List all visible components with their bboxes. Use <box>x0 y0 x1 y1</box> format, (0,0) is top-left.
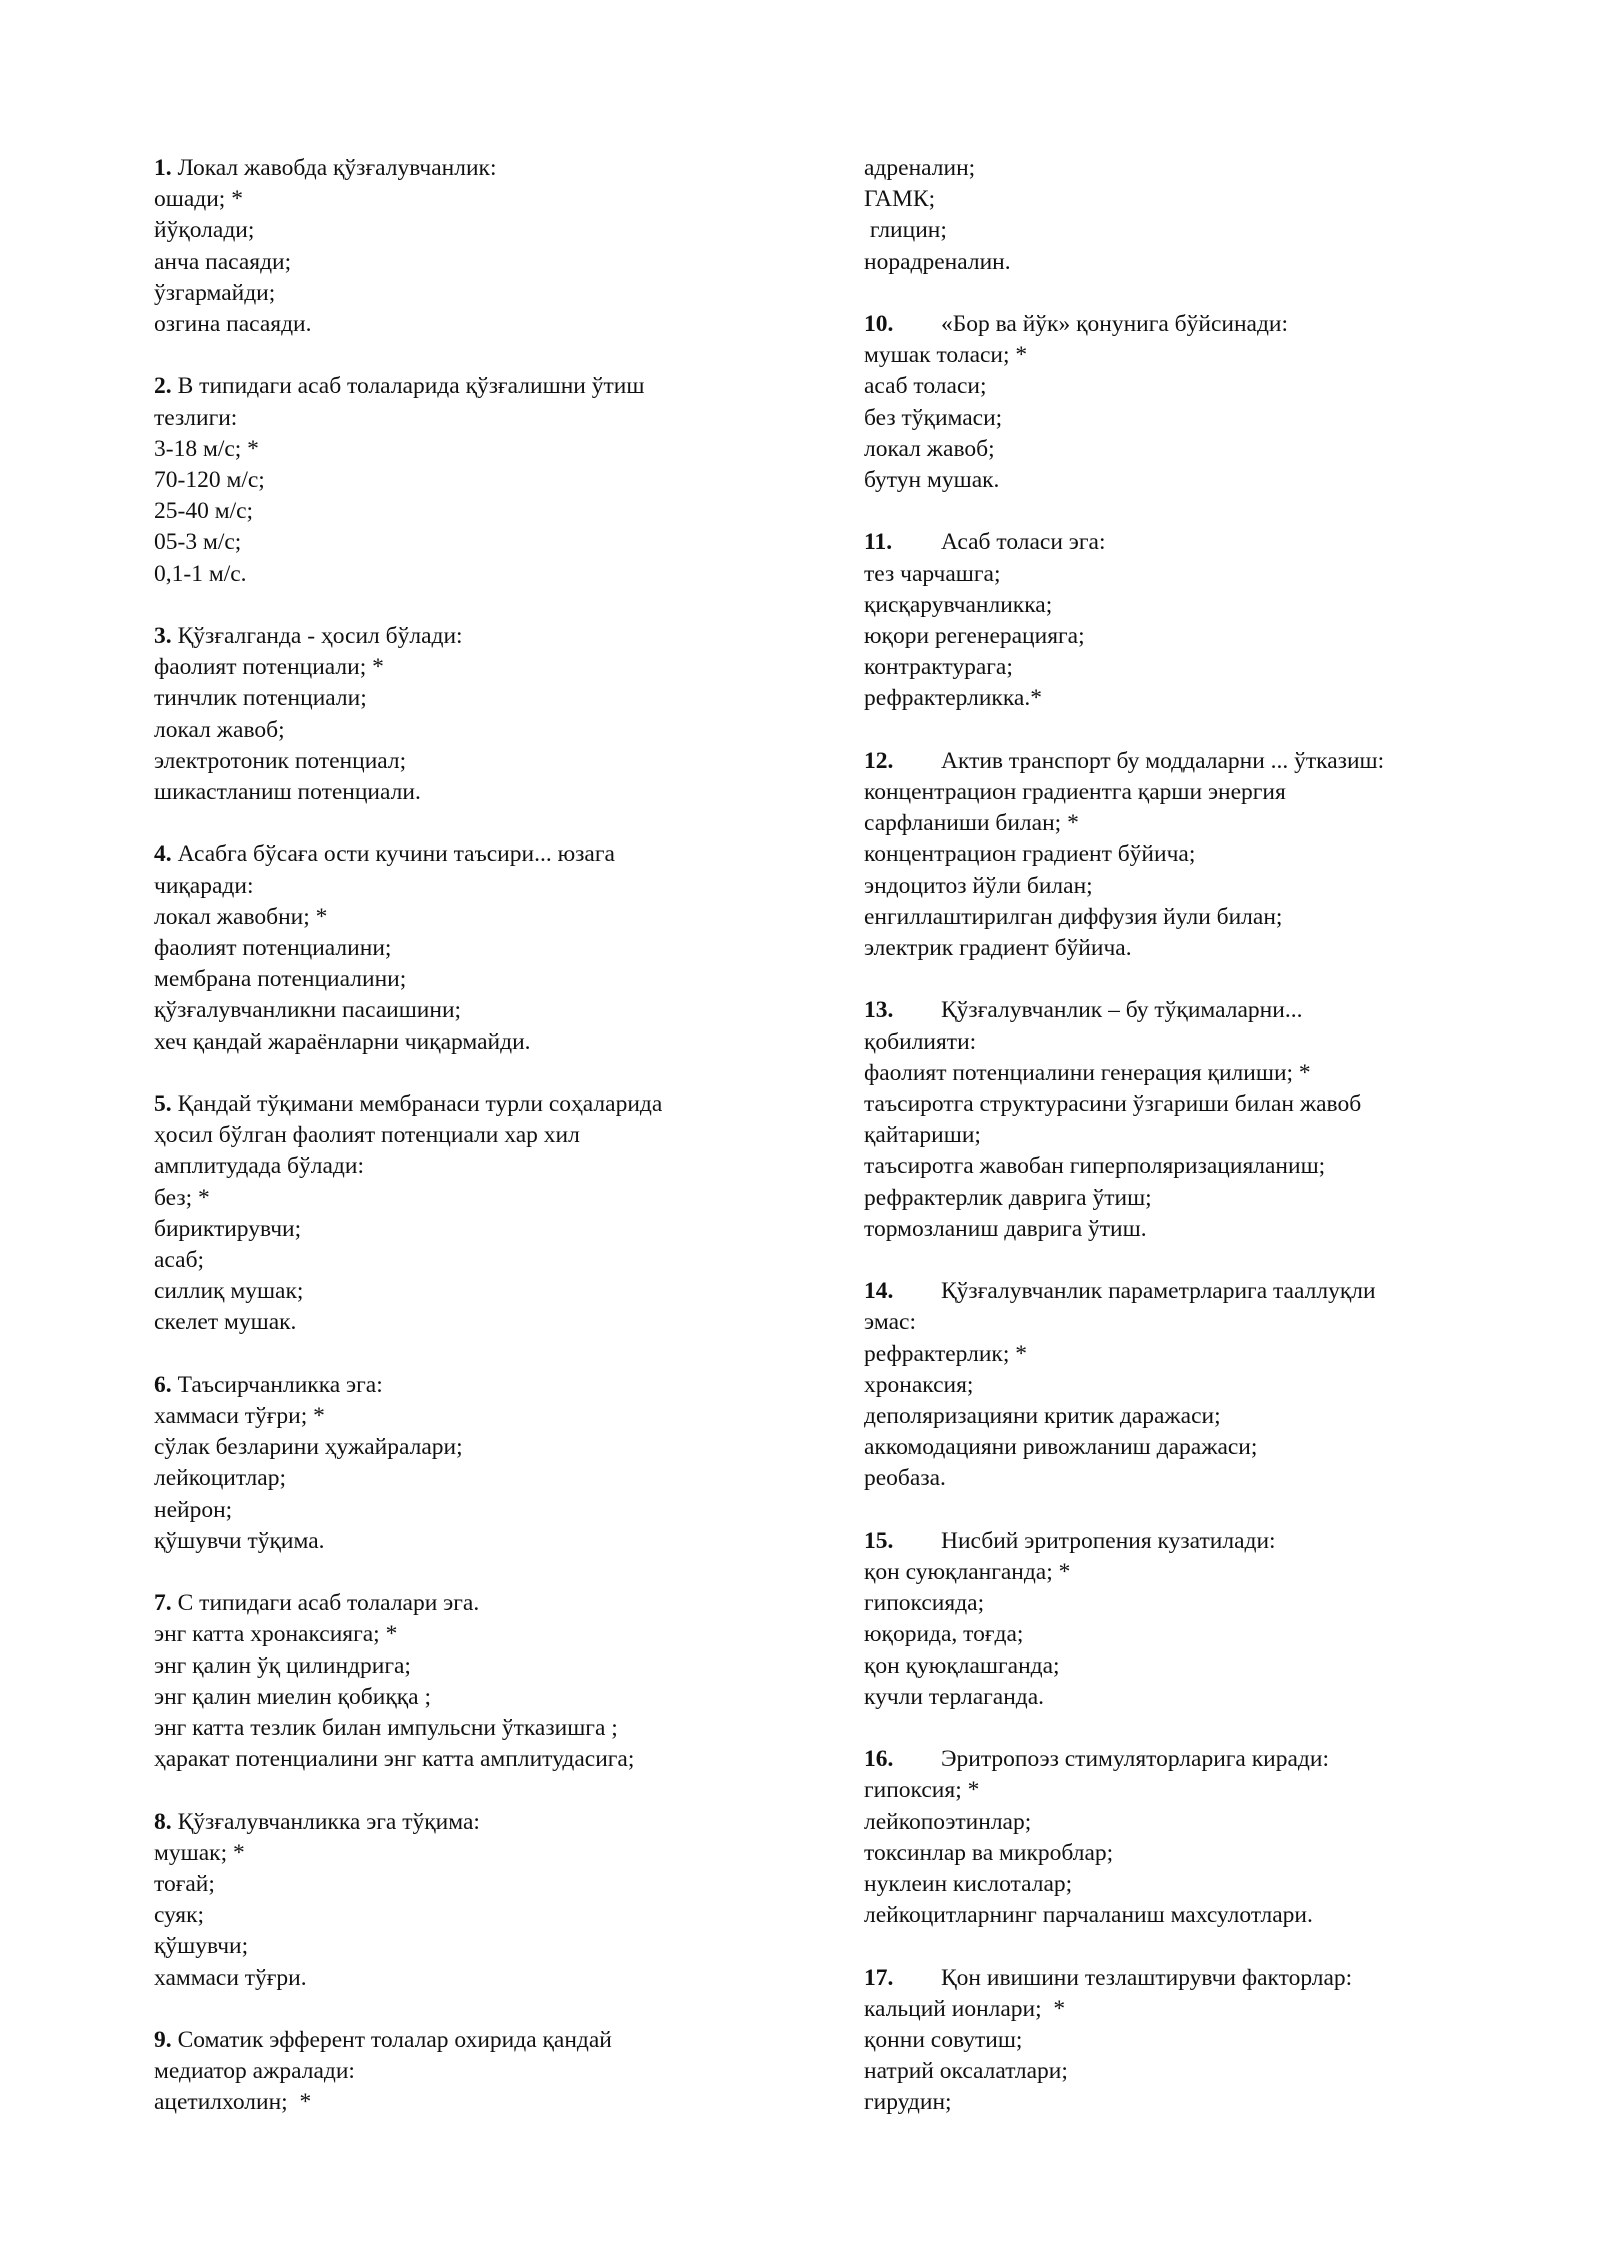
question-block <box>154 1807 794 1994</box>
answer-option: таъсиротга структурасини ўзгариши билан жавоб <box>864 1091 1362 1118</box>
question-text-line <box>864 309 1504 340</box>
answer-option: рефрактерлик даврига ўтиш; <box>864 1184 1152 1211</box>
answer-option: аккомодацияни ривожланиш даражаси; <box>864 1434 1258 1461</box>
answer-option: хаммаси тўғри; * <box>154 1403 325 1430</box>
answer-option: ўзгармайди; <box>154 279 276 306</box>
answer-option: ацетилхолин; * <box>154 2089 312 2116</box>
answer-option: энг катта хронаксияга; * <box>154 1621 398 1648</box>
question-text: чиқаради: <box>154 872 254 899</box>
question-text-line <box>154 1151 794 1182</box>
answer-option: асаб толаси; <box>864 373 987 400</box>
question-text-line <box>154 1120 794 1151</box>
question-text: Асаб толаси эга: <box>941 529 1106 556</box>
answer-option: мушак; * <box>154 1839 245 1866</box>
question-block <box>154 1588 794 1775</box>
question-block <box>154 1089 794 1339</box>
question-text: Нисбий эритропения кузатилади: <box>941 1527 1276 1554</box>
answer-option: суяк; <box>154 1902 205 1929</box>
answer-option: ҳаракат потенциалини энг катта амплитудасига; <box>154 1746 635 1773</box>
question-text-line <box>154 2025 794 2056</box>
question-number: 9. <box>154 2027 172 2054</box>
question-text: тезлиги: <box>154 404 238 431</box>
question-block <box>154 2025 794 2119</box>
answer-option: реобаза. <box>864 1465 946 1492</box>
question-text: медиатор ажралади: <box>154 2058 355 2085</box>
answer-option: юқори регенерацияга; <box>864 623 1085 650</box>
answer-option: асаб; <box>154 1247 205 1274</box>
answer-option: локал жавобни; * <box>154 903 328 930</box>
answer-option: ГАМК; <box>864 186 936 213</box>
answer-option: лейкоцитлар; <box>154 1465 286 1492</box>
question-block <box>154 153 794 340</box>
question-number: 3. <box>154 623 172 650</box>
question-text: Эритропоэз стимуляторларига киради: <box>941 1746 1329 1773</box>
answer-option: бутун мушак. <box>864 467 1000 494</box>
answer-option: енгиллаштирилган диффузия йули билан; <box>864 903 1283 930</box>
answer-option: сўлак безларини ҳужайралари; <box>154 1434 463 1461</box>
question-text: эмас: <box>864 1309 916 1336</box>
question-text-line <box>864 1526 1504 1557</box>
question-text-line <box>864 1963 1504 1994</box>
question-number: 4. <box>154 841 172 868</box>
answer-option: норадреналин. <box>864 248 1011 275</box>
answer-option: мушак толаси; * <box>864 342 1028 369</box>
answer-option: қон суюқланганда; * <box>864 1559 1071 1586</box>
question-block <box>864 309 1504 496</box>
answer-option: хронаксия; <box>864 1371 974 1398</box>
answer-option: қўшувчи; <box>154 1933 249 1960</box>
question-text: амплитудада бўлади: <box>154 1153 364 1180</box>
question-text-line <box>154 403 794 434</box>
answer-option: 3-18 м/с; * <box>154 435 259 462</box>
question-number: 11. <box>864 529 893 556</box>
question-text-line <box>864 527 1504 558</box>
question-text-line <box>154 871 794 902</box>
answer-option: 05-3 м/с; <box>154 529 242 556</box>
question-number: 10. <box>864 311 894 337</box>
answer-option: локал жавоб; <box>154 716 285 743</box>
question-text-line <box>154 621 794 652</box>
answer-option: мембрана потенциалини; <box>154 966 407 993</box>
answer-option: қайтариши; <box>864 1122 981 1149</box>
answer-option: силлиқ мушак; <box>154 1278 304 1305</box>
left-column <box>154 153 794 2150</box>
answer-option: эндоцитоз йўли билан; <box>864 872 1093 899</box>
question-text-line <box>154 2056 794 2087</box>
question-number: 15. <box>864 1527 894 1554</box>
answer-option: озгина пасаяди. <box>154 311 312 338</box>
question-text: қобилияти: <box>864 1028 977 1055</box>
answer-option: ошади; * <box>154 186 243 213</box>
answer-option: нуклеин кислоталар; <box>864 1871 1073 1898</box>
answer-option: концентрацион градиент бўйича; <box>864 841 1196 868</box>
answer-option: без тўқимаси; <box>864 404 1003 431</box>
question-text-line <box>154 1588 794 1619</box>
answer-option: деполяризацияни критик даражаси; <box>864 1403 1221 1430</box>
answer-option: гипоксияда; <box>864 1590 985 1617</box>
question-text: «Бор ва йўк» қонунига бўйсинади: <box>941 311 1289 337</box>
answer-option: анча пасаяди; <box>154 248 292 275</box>
question-text: Қўзғалувчанликка эга тўқима: <box>177 1808 480 1835</box>
answer-option: тоғай; <box>154 1871 215 1898</box>
question-text: ҳосил бўлган фаолият потенциали хар хил <box>154 1122 580 1149</box>
answer-option: йўқолади; <box>154 217 255 244</box>
answer-option: қонни совутиш; <box>864 2027 1023 2054</box>
answer-option: фаолият потенциали; * <box>154 654 384 681</box>
question-text-line <box>154 1089 794 1120</box>
question-number: 12. <box>864 747 894 774</box>
question-text-line <box>864 1307 1504 1338</box>
answer-option: локал жавоб; <box>864 435 995 462</box>
right-column <box>864 153 1504 2150</box>
answer-option: сарфланиши билан; * <box>864 810 1079 837</box>
question-text: В типидаги асаб толаларида қўзғалишни ўтиш <box>177 373 645 400</box>
question-block <box>864 746 1504 964</box>
question-text: С типидаги асаб толалари эга. <box>177 1590 480 1617</box>
question-text-line <box>154 839 794 870</box>
answer-option: қўшувчи тўқима. <box>154 1527 325 1554</box>
answer-option: натрий оксалатлари; <box>864 2058 1068 2085</box>
question-text-line <box>864 995 1504 1026</box>
question-text-line <box>864 1744 1504 1775</box>
answer-option: бириктирувчи; <box>154 1215 302 1242</box>
question-number: 6. <box>154 1371 172 1398</box>
question-text: Қўзғалувчанлик параметрларига тааллуқли <box>941 1278 1376 1305</box>
question-number: 14. <box>864 1278 894 1305</box>
question-number: 5. <box>154 1091 172 1118</box>
answer-option: қисқарувчанликка; <box>864 591 1053 618</box>
answer-option: лейкопоэтинлар; <box>864 1808 1032 1835</box>
answer-option: хаммаси тўғри. <box>154 1964 307 1991</box>
answer-option: гипоксия; * <box>864 1777 980 1804</box>
question-number: 17. <box>864 1964 894 1991</box>
question-block <box>154 1370 794 1557</box>
question-number: 2. <box>154 373 172 400</box>
question-text-line <box>864 746 1504 777</box>
question-block <box>864 1963 1504 2119</box>
answer-option: тинчлик потенциали; <box>154 685 367 712</box>
question-text: Қўзғалувчанлик – бу тўқималарни... <box>941 997 1303 1024</box>
question-block <box>154 371 794 589</box>
answer-option: шикастланиш потенциали. <box>154 779 421 806</box>
answer-option: қон қуюқлашганда; <box>864 1652 1060 1679</box>
question-number: 16. <box>864 1746 894 1773</box>
answer-option: концентрацион градиентга қарши энергия <box>864 779 1286 806</box>
question-text: Асабга бўсаға ости кучини таъсири... юзага <box>177 841 615 868</box>
question-number: 1. <box>154 155 172 181</box>
question-number: 7. <box>154 1590 172 1617</box>
answer-option: лейкоцитларнинг парчаланиш махсулотлари. <box>864 1902 1313 1929</box>
answer-option: без; * <box>154 1184 210 1211</box>
answer-option: глицин; <box>864 217 947 244</box>
answer-option: гирудин; <box>864 2089 952 2116</box>
question-text-line <box>154 371 794 402</box>
question-text-line <box>154 1370 794 1401</box>
answer-option: энг қалин ўқ цилиндрига; <box>154 1652 411 1679</box>
question-block <box>864 527 1504 714</box>
answer-option: тез чарчашга; <box>864 560 1001 587</box>
question-block <box>864 1744 1504 1931</box>
answer-option: хеч қандай жараёнларни чиқармайди. <box>154 1028 531 1055</box>
answer-option: рефрактерлик; * <box>864 1340 1027 1367</box>
answer-option: нейрон; <box>154 1496 233 1523</box>
answer-option: таъсиротга жавобан гиперполяризацияланиш; <box>864 1153 1326 1180</box>
question-text: Таъсирчанликка эга: <box>177 1371 383 1398</box>
answer-option: кальций ионлари; * <box>864 1995 1066 2022</box>
question-text-line <box>864 1276 1504 1307</box>
answer-option: рефрактерликка.* <box>864 685 1042 712</box>
question-block <box>864 995 1504 1245</box>
question-block <box>864 1276 1504 1494</box>
answer-option: фаолият потенциалини генерация қилиши; * <box>864 1059 1311 1086</box>
answer-option: адреналин; <box>864 155 976 181</box>
answer-option: энг қалин миелин қобиққа ; <box>154 1683 431 1710</box>
question-text: Локал жавобда қўзғалувчанлик: <box>177 155 497 181</box>
question-text: Қон ивишини тезлаштирувчи факторлар: <box>941 1964 1353 1991</box>
answer-option: кучли терлаганда. <box>864 1683 1045 1710</box>
question-text: Соматик эфферент толалар охирида қандай <box>177 2027 612 2054</box>
question-text: Актив транспорт бу моддаларни ... ўтказиш: <box>941 747 1385 774</box>
answer-option: токсинлар ва микроблар; <box>864 1839 1114 1866</box>
answer-option: 0,1-1 м/с. <box>154 560 247 587</box>
answer-option: 70-120 м/с; <box>154 467 265 494</box>
answer-option: электротоник потенциал; <box>154 747 407 774</box>
question-text-line <box>864 1027 1504 1058</box>
question-continuation <box>864 153 1504 278</box>
question-block <box>154 621 794 808</box>
question-number: 13. <box>864 997 894 1024</box>
question-number: 8. <box>154 1808 172 1835</box>
question-text-line <box>154 153 794 184</box>
question-text-line <box>154 1807 794 1838</box>
question-block <box>864 1526 1504 1713</box>
answer-option: юқорида, тоғда; <box>864 1621 1024 1648</box>
answer-option: скелет мушак. <box>154 1309 297 1336</box>
answer-option: тормозланиш даврига ўтиш. <box>864 1215 1147 1242</box>
answer-option: контрактурага; <box>864 654 1013 681</box>
question-text: Қўзғалганда - ҳосил бўлади: <box>177 623 463 650</box>
question-text: Қандай тўқимани мембранаси турли соҳаларида <box>177 1091 663 1118</box>
answer-option: 25-40 м/с; <box>154 498 254 525</box>
question-block <box>154 839 794 1057</box>
answer-option: қўзғалувчанликни пасаишини; <box>154 997 462 1024</box>
answer-option: электрик градиент бўйича. <box>864 935 1132 962</box>
answer-option: энг катта тезлик билан импульсни ўтказишга ; <box>154 1715 618 1742</box>
answer-option: фаолият потенциалини; <box>154 935 392 962</box>
